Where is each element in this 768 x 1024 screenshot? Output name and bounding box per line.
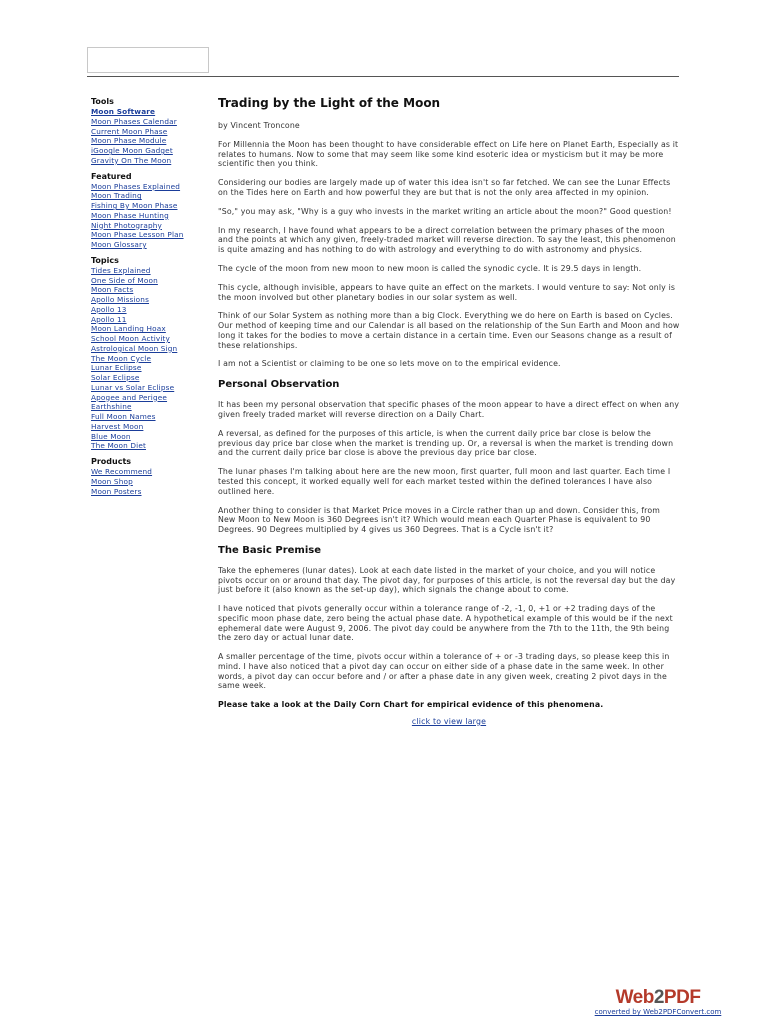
sidebar-link-one-side-of-moon[interactable]: One Side of Moon — [91, 275, 158, 285]
chart-link-row — [218, 717, 680, 727]
web2pdf-logo: Web2PDF — [615, 987, 701, 1008]
sidebar-link-apollo-missions[interactable]: Apollo Missions — [91, 295, 150, 304]
sidebar-link-full-moon-names[interactable]: Full Moon Names — [91, 412, 156, 421]
sidebar-link-moon-posters[interactable]: Moon Posters — [91, 486, 142, 496]
sidebar-link-moon-phases-calendar[interactable]: Moon Phases Calendar — [91, 116, 177, 126]
intro-paragraph: In my research, I have found what appears to be a direct correlation between the primary phases of the moon and the points at which any given, freely-traded market will reverse direction. To say the least, this phenomenon is quite amazing and has nothing to do with astrology and everything to do with astronomy and physics. — [218, 225, 676, 255]
sidebar-link-solar-eclipse[interactable]: Solar Eclipse — [91, 373, 140, 382]
sidebar-link-apollo-13[interactable]: Apollo 13 — [91, 304, 127, 314]
observation-paragraph: Another thing to consider is that Market Price moves in a Circle rather than up and down. Consider this, from New Moon to New Moon is 360 Degrees isn't it? Which would mean each Quarter Phase is equivalent to 90 Degrees. 90 Degrees multiplied by 4 gives us 360 Degrees. That is a Cycle isn't it? — [218, 505, 661, 534]
article-title: Trading by the Light of the Moon — [218, 96, 441, 110]
header-divider — [87, 76, 679, 77]
sidebar-link-night-photography[interactable]: Night Photography — [91, 220, 162, 230]
observation-paragraph: The lunar phases I'm talking about here are the new moon, first quarter, full moon and last quarter. Each time I tested this concept, it worked equally well for each market tested within the defined tolerances I have also outlined here. — [218, 467, 671, 496]
sidebar-link-gravity-on-the-moon[interactable]: Gravity On The Moon — [91, 155, 172, 165]
sidebar-link-astrological-moon-sign[interactable]: Astrological Moon Sign — [91, 343, 178, 353]
section-heading-basic-premise: The Basic Premise — [218, 544, 321, 556]
sidebar-link-moon-shop[interactable]: Moon Shop — [91, 476, 133, 486]
sidebar-link-moon-landing-hoax[interactable]: Moon Landing Hoax — [91, 324, 166, 334]
premise-paragraph: I have noticed that pivots generally occur within a tolerance range of -2, -1, 0, +1 or +2 trading days of the specific moon phase date, zero being the actual phase date. A hypothetical example of this would be if the next ephemeral date were August 9, 2006. The pivot day could be anywhere from the 7th to the 11th, the 9th being the zero day or actual lunar date. — [218, 604, 673, 643]
sidebar-link-earthshine[interactable]: Earthshine — [91, 402, 132, 412]
sidebar-link-tides-explained[interactable]: Tides Explained — [91, 265, 151, 275]
sidebar-link-moon-software[interactable]: Moon Software — [91, 107, 156, 116]
sidebar-link-moon-phase-module[interactable]: Moon Phase Module — [91, 136, 167, 146]
sidebar-link-blue-moon[interactable]: Blue Moon — [91, 431, 131, 441]
section-basic-premise — [218, 566, 680, 691]
sidebar-link-fishing-by-moon-phase[interactable]: Fishing By Moon Phase — [91, 201, 178, 210]
sidebar-link-moon-glossary[interactable]: Moon Glossary — [91, 240, 147, 249]
article — [218, 96, 680, 727]
section-personal-observation — [218, 400, 680, 534]
intro-paragraph: The cycle of the moon from new moon to new moon is called the synodic cycle. It is 29.5 days in length. — [218, 263, 642, 273]
sidebar-heading-featured: Featured — [91, 171, 132, 181]
sidebar-heading-tools: Tools — [91, 97, 114, 106]
view-large-chart-link[interactable]: click to view large — [411, 716, 487, 726]
sidebar-link-current-moon-phase[interactable]: Current Moon Phase — [91, 126, 168, 136]
sidebar-link-moon-phase-lesson-plan[interactable]: Moon Phase Lesson Plan — [91, 230, 184, 240]
premise-paragraph: A smaller percentage of the time, pivots occur within a tolerance of + or -3 trading days, so please keep this in mind. I have also noticed that a pivot day can occur on either side of a phase date in the same week. In other words, a pivot day can occur before and / or after a phase date in any given week, creating 2 pivot days in the same week. — [218, 652, 670, 691]
intro-paragraph: Considering our bodies are largely made up of water this idea isn't so far fetched. We can see the Lunar Effects on the Tides here on Earth and how powerful they are but that is not the only area affected in my opinion. — [218, 178, 671, 197]
closing-statement: Please take a look at the Daily Corn Chart for empirical evidence of this phenomena. — [218, 700, 604, 710]
sidebar-link-the-moon-cycle[interactable]: The Moon Cycle — [91, 353, 152, 363]
sidebar-link-moon-phase-hunting[interactable]: Moon Phase Hunting — [91, 210, 169, 220]
intro-paragraph: For Millennia the Moon has been thought to have considerable effect on Life here on Planet Earth, Especially as it relates to humans. Now to some that may seem like some kind esoteric idea or mysticism but it may be more scientific then you think. — [218, 139, 679, 169]
sidebar-link-moon-facts[interactable]: Moon Facts — [91, 285, 134, 295]
intro-paragraph: "So," you may ask, "Why is a guy who invests in the market writing an article about the moon?" Good question! — [218, 206, 672, 216]
article-byline: by Vincent Troncone — [218, 121, 300, 130]
intro-paragraph: Think of our Solar System as nothing more than a big Clock. Everything we do here on Earth is based on Cycles. Our method of keeping time and our Calendar is all based on the relationship of the Sun Earth and Moon and how long it takes for the bodies to move a certain distance in a certain time. Even our Seasons change as a result of these relationships. — [218, 311, 680, 350]
sidebar-link-apollo-11[interactable]: Apollo 11 — [91, 314, 127, 324]
sidebar-link-igoogle-moon-gadget[interactable]: iGoogle Moon Gadget — [91, 146, 173, 155]
sidebar-nav — [91, 96, 206, 496]
sidebar-heading-topics: Topics — [91, 255, 119, 265]
sidebar-link-school-moon-activity[interactable]: School Moon Activity — [91, 334, 171, 343]
section-heading-personal-observation: Personal Observation — [218, 379, 340, 391]
converter-credit-link[interactable]: converted by Web2PDFConvert.com — [594, 1008, 722, 1016]
intro-paragraph: I am not a Scientist or claiming to be one so lets move on to the empirical evidence. — [218, 359, 561, 369]
site-logo-box[interactable] — [87, 47, 209, 73]
sidebar-link-the-moon-diet[interactable]: The Moon Diet — [91, 441, 147, 451]
intro-paragraph: This cycle, although invisible, appears to have quite an effect on the markets. I would venture to say: Not only is the moon involved but other planetary bodies in our solar system as well. — [218, 282, 676, 302]
observation-paragraph: A reversal, as defined for the purposes of this article, is when the current daily price bar close is below the previous day price bar close when the market is trending up. Or, a reversal is when the market is trending down and the current daily price bar close is above the previous day price bar close. — [218, 428, 674, 458]
sidebar-heading-products: Products — [91, 457, 132, 466]
sidebar-link-apogee-and-perigee[interactable]: Apogee and Perigee — [91, 392, 168, 402]
sidebar-link-moon-trading[interactable]: Moon Trading — [91, 191, 142, 201]
article-intro — [218, 140, 680, 369]
observation-paragraph: It has been my personal observation that specific phases of the moon appear to have a direct effect on when any given freely traded market will reverse direction on a Daily Chart. — [218, 400, 680, 420]
sidebar-link-lunar-eclipse[interactable]: Lunar Eclipse — [91, 363, 142, 373]
sidebar-link-harvest-moon[interactable]: Harvest Moon — [91, 421, 144, 431]
sidebar-link-lunar-vs-solar-eclipse[interactable]: Lunar vs Solar Eclipse — [91, 382, 175, 392]
sidebar-link-we-recommend[interactable]: We Recommend — [91, 467, 153, 476]
sidebar-link-moon-phases-explained[interactable]: Moon Phases Explained — [91, 181, 181, 191]
web2pdf-badge[interactable] — [583, 988, 733, 1018]
premise-paragraph: Take the ephemeres (lunar dates). Look at each date listed in the market of your choice, and you will notice pivots occur on or around that day. The pivot day, for purposes of this article, is not the reversal day but the day just before it (also known as the set-up day), which signals the change about to come. — [218, 565, 676, 595]
